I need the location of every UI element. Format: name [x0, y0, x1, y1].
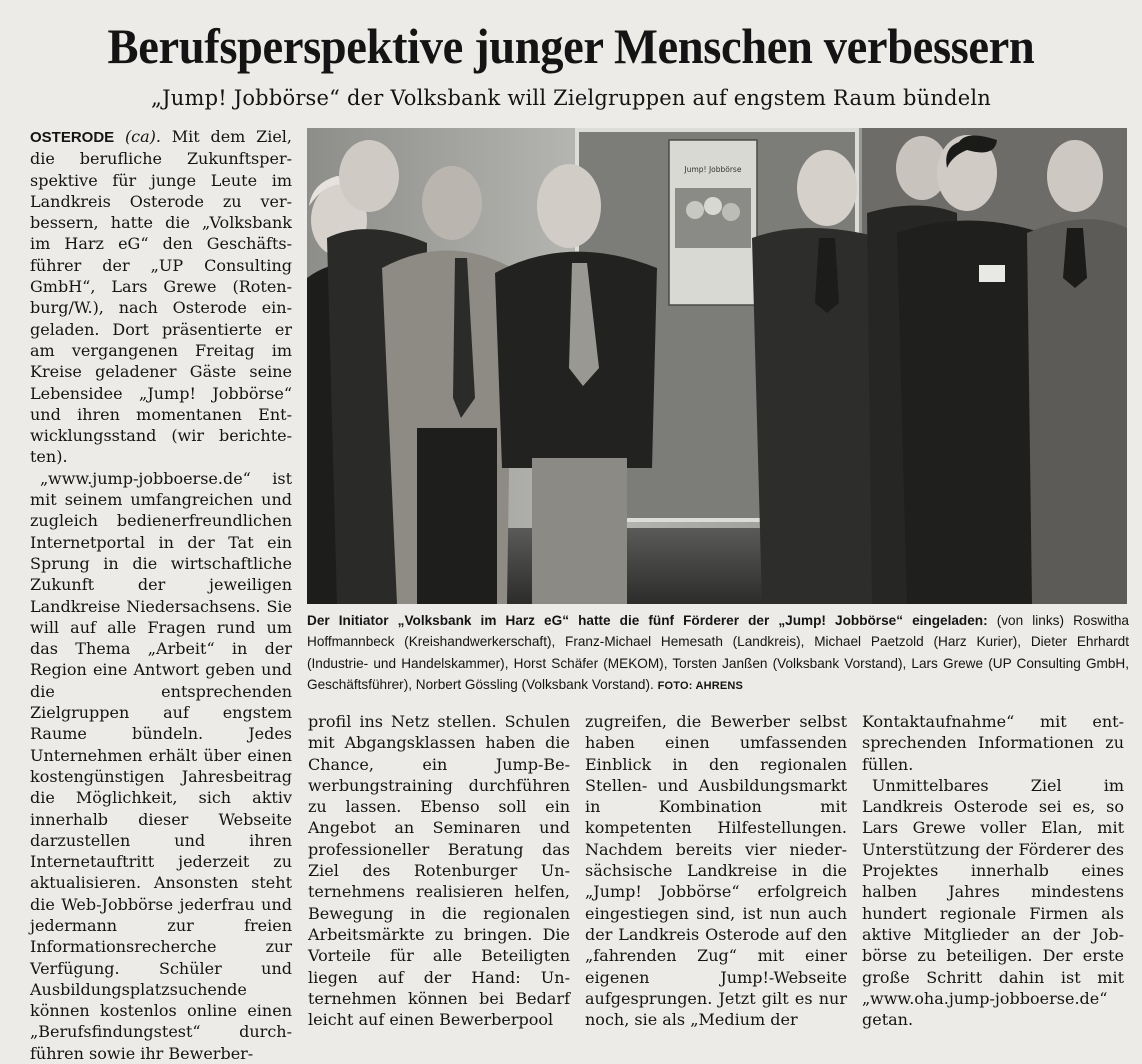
paragraph-website: „www.jump-jobboerse.de“ ist mit seinem umfangreichen und zugleich bedienerfreundlichen Internetportal in der Tat ein Sprung in die wirtschaftliche Zukunft der jeweiligen Landkreise Niedersachsens. Sie will auf alle Fragen rund um das Thema „Arbeit“ in der Region eine Antwort geben und die entsprechenden Zielgruppen auf engstem Raume bündeln. Jedes Unternehmen erhält über einen kostengünstigen Jahresbeitrag die Möglichkeit, sich aktiv innerhalb dieser Webseite darzustellen und ihren Internetauftritt jederzeit zu aktualisieren. Ansonsten steht die Web-Jobbörse jederfrau und jedermann zur freien Informationsrecherche zur Verfügung. Schüler und Ausbildungsplatzsuchende können kostenlos online einen „Berufsfindungstest“ durchführen sowie ihr Bewerber-: [30, 468, 292, 1063]
photo-caption: [307, 610, 1129, 697]
article-column-2: [308, 711, 570, 1030]
headline: Berufsperspektive junger Menschen verbessern: [107, 18, 1035, 74]
paragraph-col2: profil ins Netz stellen. Schulen mit Abgangsklassen haben die Chance, ein Jump-Bewerbungstraining durchführen zu lassen. Ebenso soll ein Angebot an Seminaren und professioneller Beratung das Ziel des Rotenburger Unternehmens realisieren helfen, Bewegung in die regionalen Arbeitsmärkte zu bringen. Die Vorteile für alle Beteiligten liegen auf der Hand: Unternehmen können bei Bedarf leicht auf einen Bewerberpool: [308, 712, 570, 1030]
article-column-4: [862, 711, 1124, 1030]
subheadline: „Jump! Jobbörse“ der Volksbank will Zielgruppen auf engstem Raum bündeln: [151, 86, 991, 110]
caption-text: (von links) Roswitha Hoffmannbeck (Kreishandwerkerschaft), Franz-Michael Hemesath (Landkreis), Michael Paetzold (Harz Kurier), Dieter Ehrhardt (Industrie- und Handelskammer), Horst Schäfer (MEKOM), Torsten Janßen (Volksbank Vorstand), Lars Grewe (UP Consulting GmbH, Geschäftsführer), Norbert Gössling (Volksbank Vorstand).: [307, 613, 1129, 692]
article-column-3: [585, 711, 847, 1030]
author-tag: (ca).: [124, 127, 162, 146]
group-photo-illustration: [307, 128, 1127, 604]
paragraph-col3: zugreifen, die Bewerber selbst haben einen umfassenden Einblick in den regionalen Stellen- und Ausbildungsmarkt in Kombination mit kompetenten Hilfestellungen. Nachdem bereits vier niedersächsische Landkreise in die „Jump! Jobbörse“ erfolgreich eingestiegen sind, ist nun auch der Landkreis Osterode auf den „fahrenden Zug“ mit einer eigenen Jump!-Webseite aufgesprungen. Jetzt gilt es nur noch, sie als „Medium der: [585, 712, 847, 1030]
group-photo: [307, 128, 1127, 604]
poster-heading: Jump! Jobbörse: [684, 165, 742, 174]
article-column-1: [30, 126, 292, 1064]
caption-lead: Der Initiator „Volksbank im Harz eG“ hatte die fünf Förderer der „Jump! Jobbörse“ eingeladen:: [307, 613, 988, 628]
photo-credit: FOTO: AHRENS: [657, 679, 744, 692]
paragraph-intro: [30, 126, 292, 468]
dateline: OSTERODE: [30, 129, 115, 146]
paragraph-col4-a: Kontaktaufnahme“ mit entsprechenden Informationen zu füllen.: [862, 712, 1124, 774]
paragraph-col4-b: Unmittelbares Ziel im Landkreis Osterode sei es, so Lars Grewe voller Elan, mit Unterstützung der Förderer des Projektes innerhalb eines halben Jahres mindestens hundert regionale Firmen als aktive Mitglieder an der Jobbörse zu beteiligen. Der erste große Schritt dahin ist mit „www.oha.jump-jobboerse.de“ getan.: [862, 775, 1124, 1030]
paragraph-intro-text: Mit dem Ziel, die berufliche Zukunftsperspektive für junge Leute im Landkreis Osterode zu verbessern, hatte die „Volksbank im Harz eG“ den Geschäftsführer der „UP Consulting GmbH“, Lars Grewe (Rotenburg/W.), nach Osterode eingeladen. Dort präsentierte er am vergangenen Freitag im Kreise geladener Gäste seine Lebensidee „Jump! Jobbörse“ und ihren momentanen Entwicklungsstand (wir berichteten).: [30, 127, 292, 467]
